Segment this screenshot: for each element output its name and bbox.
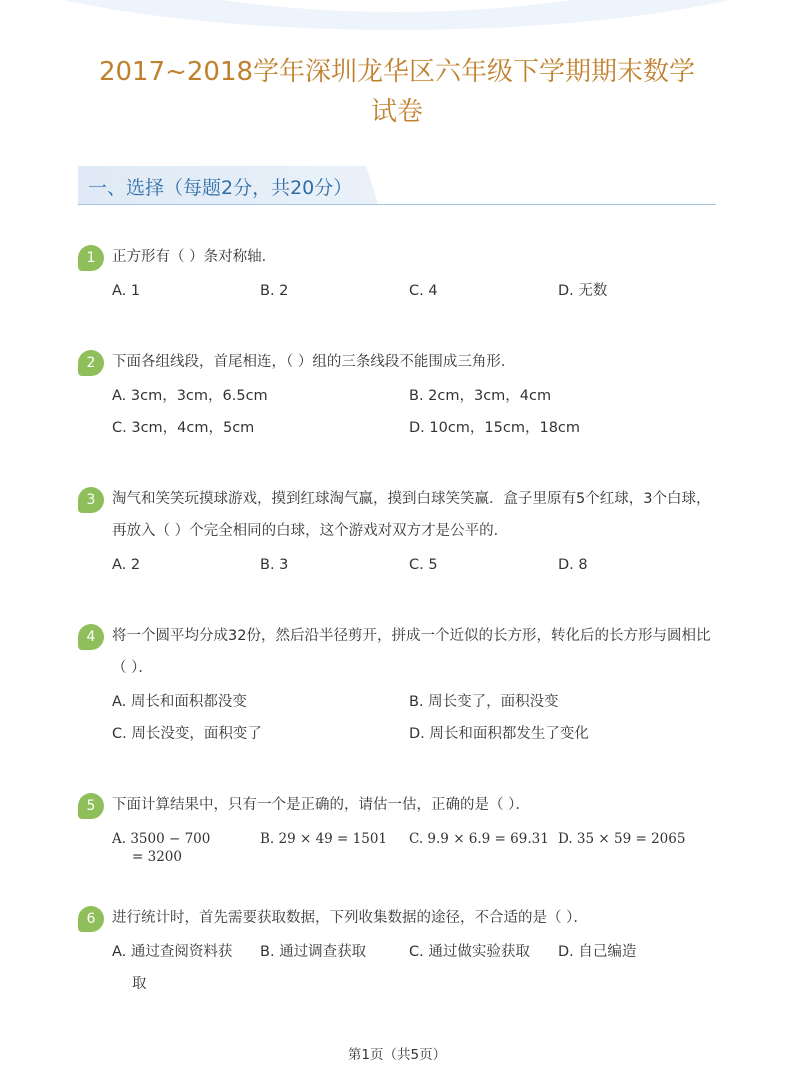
question-3 bbox=[78, 487, 718, 582]
question-stem: 下面计算结果中，只有一个是正确的，请估一估，正确的是（ ）． bbox=[112, 797, 530, 813]
document-title bbox=[60, 52, 734, 132]
question-stem: 淘气和笑笑玩摸球游戏，摸到红球淘气赢，摸到白球笑笑赢．盒子里原有5个红球，3个白球，再放入（ ）个完全相同的白球，这个游戏对双方才是公平的． bbox=[112, 491, 711, 539]
question-number-badge: 1 bbox=[78, 245, 104, 271]
option-c: C. 通过做实验获取 bbox=[409, 944, 530, 960]
option-a-line-1: A. 通过查阅资料获 bbox=[112, 944, 233, 960]
option-a bbox=[112, 936, 232, 1000]
option-c: C. 3cm，4cm，5cm bbox=[112, 420, 255, 436]
option-b-text: B. 29 × 49 = 1501 bbox=[260, 831, 388, 847]
section-header bbox=[78, 166, 716, 205]
option-c: C. 4 bbox=[409, 283, 438, 299]
question-number-badge: 5 bbox=[78, 793, 104, 819]
title-line-2: 试卷 bbox=[370, 97, 423, 127]
question-6 bbox=[78, 906, 718, 1001]
option-b: B. 2cm，3cm，4cm bbox=[409, 388, 552, 404]
option-d bbox=[558, 823, 685, 855]
option-b: B. 3 bbox=[260, 557, 289, 573]
question-number-badge: 3 bbox=[78, 487, 104, 513]
option-d-text: D. 35 × 59 = 2065 bbox=[558, 831, 686, 847]
option-d: D. 自己编造 bbox=[558, 944, 637, 960]
title-line-1: 2017~2018学年深圳龙华区六年级下学期期末数学 bbox=[98, 57, 696, 87]
option-d: D. 10cm，15cm，18cm bbox=[409, 420, 581, 436]
question-stem: 下面各组线段，首尾相连，（ ）组的三条线段不能围成三角形． bbox=[112, 354, 516, 370]
option-a: A. 2 bbox=[112, 557, 141, 573]
option-a bbox=[112, 823, 210, 866]
question-stem: 进行统计时，首先需要获取数据，下列收集数据的途径，不合适的是（ ）． bbox=[112, 910, 588, 926]
option-b: B. 通过调查获取 bbox=[260, 944, 367, 960]
option-d: D. 8 bbox=[558, 557, 588, 573]
option-a: A. 周长和面积都没变 bbox=[112, 694, 247, 710]
question-number-badge: 4 bbox=[78, 624, 104, 650]
question-5 bbox=[78, 793, 718, 873]
option-a-line-2: 取 bbox=[132, 976, 147, 992]
option-a: A. 1 bbox=[112, 283, 141, 299]
question-4 bbox=[78, 624, 718, 754]
option-b: B. 周长变了，面积没变 bbox=[409, 694, 559, 710]
option-a-line-2: = 3200 bbox=[132, 849, 182, 865]
option-c: C. 周长没变，面积变了 bbox=[112, 726, 262, 742]
page-footer: 第1页（共5页） bbox=[347, 1047, 447, 1063]
question-number-badge: 6 bbox=[78, 906, 104, 932]
section-title: 一、选择（每题2分，共20分） bbox=[88, 177, 353, 199]
option-c bbox=[409, 823, 549, 855]
option-b bbox=[260, 823, 387, 855]
question-stem: 正方形有（ ）条对称轴． bbox=[112, 249, 277, 265]
option-d: D. 无数 bbox=[558, 283, 608, 299]
option-c: C. 5 bbox=[409, 557, 438, 573]
option-c-text: C. 9.9 × 6.9 = 69.31 bbox=[409, 831, 549, 847]
question-1 bbox=[78, 245, 718, 305]
option-a-line-1: A. 3500 − 700 bbox=[112, 831, 211, 847]
option-d: D. 周长和面积都发生了变化 bbox=[409, 726, 589, 742]
question-number-badge: 2 bbox=[78, 350, 104, 376]
option-a: A. 3cm，3cm，6.5cm bbox=[112, 388, 268, 404]
question-stem: 将一个圆平均分成32份，然后沿半径剪开，拼成一个近似的长方形，转化后的长方形与圆相比（ ）． bbox=[112, 628, 711, 676]
question-2 bbox=[78, 350, 718, 445]
option-b: B. 2 bbox=[260, 283, 289, 299]
